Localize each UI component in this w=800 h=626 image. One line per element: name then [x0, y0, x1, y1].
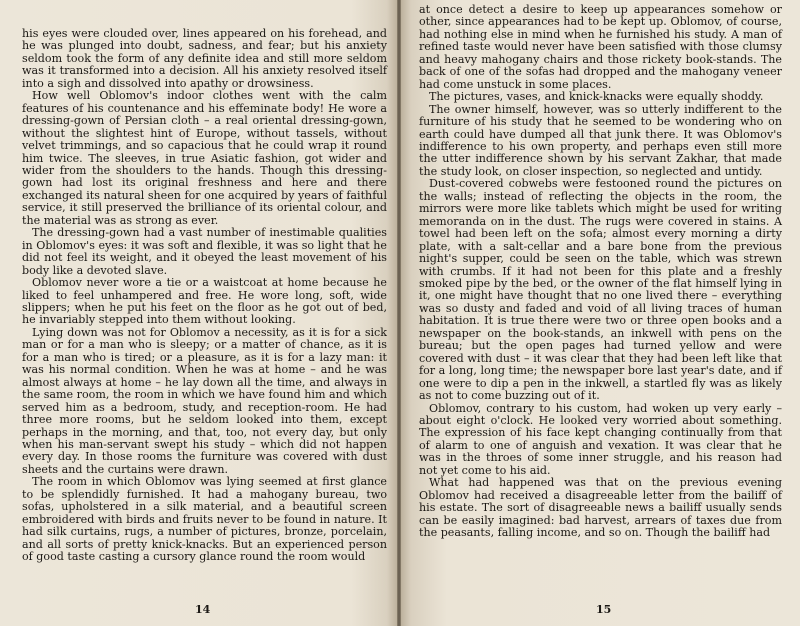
paragraph: The owner himself, however, was so utterly indifferent to the furniture of his study that he seemed to be wondering who on earth could have dumped all that junk there. It was Oblomov's indifference to his own property, and perhaps even still more the utter indifference shown by his servant Zakhar, that made the study look, on closer inspection, so neglected and untidy. [419, 102, 782, 178]
paragraph: The room in which Oblomov was lying seemed at first glance to be splendidly furnished. It had a mahogany bureau, two sofas, upholstered in a silk material, and a beautiful screen embroidered with birds and fruits never to be found in nature. It had silk curtains, rugs, a number of pictures, bronze, porcelain, and all sorts of pretty knick-knacks. But an experienced person of good taste casting a cursory glance round the room would [22, 475, 387, 564]
paragraph: Oblomov never wore a tie or a waistcoat at home because he liked to feel unhampered and free. He wore long, soft, wide slippers; when he put his feet on the floor as he got out of bed, he invariably stepped into them without looking. [22, 276, 387, 327]
paragraph: The pictures, vases, and knick-knacks were equally shoddy. [429, 90, 764, 104]
book-gutter [397, 0, 401, 626]
paragraph: How well Oblomov's indoor clothes went with the calm features of his countenance and his effeminate body! He wore a dressing-gown of Persian cloth – a real oriental dressing-gown, without the slightest hint of Europe, without tassels, without velvet trimmings, and so capacious that he could wrap it round him twice. The sleeves, in true Asiatic fashion, got wider and wider from the shoulders to the hands. Though this dressing-gown had lost its original freshness and here and there exchanged its natural sheen for one acquired by years of faithful service, it still preserved the brilliance of its oriental colour, and the material was as strong as ever. [22, 89, 387, 227]
paragraph: What had happened was that on the previous evening Oblomov had received a disagreeable letter from the bailiff of his estate. The sort of disagreeable news a bailiff usually sends can be easily imagined: bad harvest, arrears of taxes due from the peasants, falling income, and so on. Though the bailiff had [419, 476, 782, 540]
left-page [0, 0, 399, 626]
paragraph: his eyes were clouded over, lines appeared on his forehead, and he was plunged into doubt, sadness, and fear; but his anxiety seldom took the form of any definite idea and still more seldom was it transformed into a decision. All his anxiety resolved itself into a sigh and dissolved into apathy or drowsiness. [22, 27, 387, 90]
paragraph: Dust-covered cobwebs were festooned round the pictures on the walls; instead of reflecting the objects in the room, the mirrors were more like tablets which might be used for writing memoranda on in the dust. The rugs were covered in stains. A towel had been left on the sofa; almost every morning a dirty plate, with a salt-cellar and a bare bone from the previous night's supper, could be seen on the table, which was strewn with crumbs. If it had not been for this plate and a freshly smoked pipe by the bed, or the owner of the flat himself lying in it, one might have thought that no one lived there – everything was so dusty and faded and void of all living traces of human habitation. It is true there were two or three open books and a newspaper on the book-stands, an inkwell with pens on the bureau; but the open pages had turned yellow and were covered with dust – it was clear that they had been left like that for a long, long time; the newspaper bore last year's date, and if one were to dip a pen in the inkwell, a startled fly was as likely as not to come buzzing out of it. [419, 177, 782, 403]
paragraph: at once detect a desire to keep up appearances somehow or other, since appearances had to be kept up. Oblomov, of course, had nothing else in mind when he furnished his study. A man of refined taste would never have been satisfied with those clumsy and heavy mahogany chairs and those rickety book-stands. The back of one of the sofas had dropped and the mahogany veneer had come unstuck in some places. [419, 3, 782, 91]
paragraph: Oblomov, contrary to his custom, had woken up very early – about eight o'clock. He looked very worried about something. The expression of his face kept changing continually from that of alarm to one of anguish and vexation. It was clear that he was in the throes of some inner struggle, and his reason had not yet come to his aid. [419, 401, 782, 477]
paragraph: The dressing-gown had a vast number of inestimable qualities in Oblomov's eyes: it was soft and flexible, it was so light that he did not feel its weight, and it obeyed the least movement of his body like a devoted slave. [22, 226, 387, 277]
page-number: 15 [596, 603, 612, 616]
paragraph: Lying down was not for Oblomov a necessity, as it is for a sick man or for a man who is sleepy; or a matter of chance, as it is for a man who is tired; or a pleasure, as it is for a lazy man: it was his normal condition. When he was at home – and he was almost always at home – he lay down all the time, and always in the same room, the room in which we have found him and which served him as a bedroom, study, and reception-room. He had three more rooms, but he seldom looked into them, except perhaps in the morning, and that, too, not every day, but only when his man-servant swept his study – which did not happen every day. In those rooms the furniture was covered with dust sheets and the curtains were drawn. [22, 325, 387, 476]
page-number: 14 [195, 603, 211, 616]
right-page [399, 0, 800, 626]
